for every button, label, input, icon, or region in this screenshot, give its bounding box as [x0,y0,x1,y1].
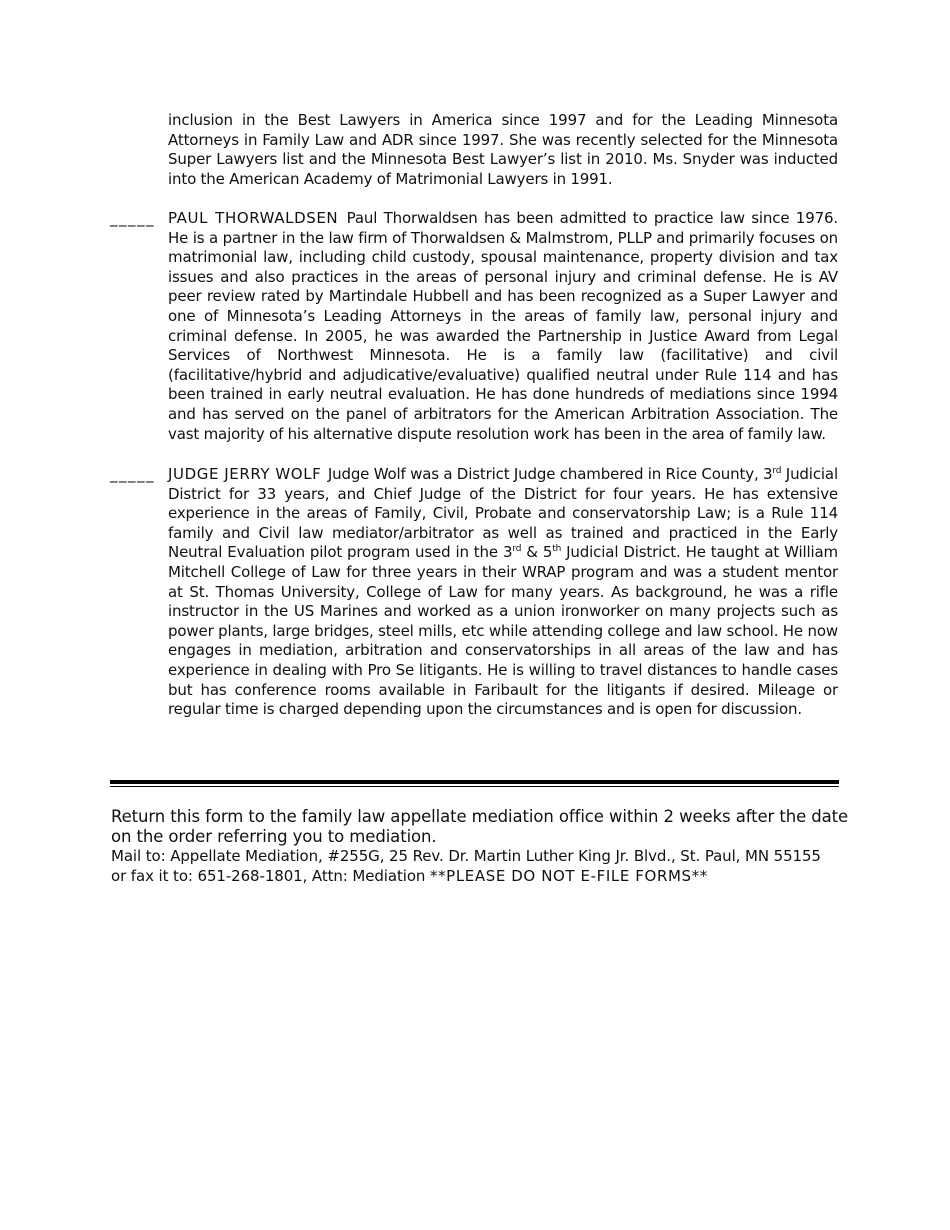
wolf-bio-part-4: Judicial District. He taught at William Mitchell College of Law for three years in their WRAP program and was a student mentor at St. Thomas University, College of Law for many years. As background, he was a rifle instructor in the US Marines and worked as a union ironworker on many projects such as power plants, large bridges, steel mills, etc while attending college and law school. He now engages in mediation, arbitration and conservatorships in all areas of the law and has experience in dealing with Pro Se litigants. He is willing to travel distances to handle cases but has conference rooms available in Faribault for the litigants if desired. Mileage or regular time is charged depending upon the circumstances and is open for discussion. [168,543,839,719]
wolf-name: JUDGE JERRY WOLF [168,465,322,483]
footer-divider-thin [110,786,839,787]
fax-text: or fax it to: 651-268-1801, Attn: Mediation [111,866,430,885]
footer-divider-thick [110,780,839,784]
wolf-bio-sup-3: th [552,544,562,555]
thorwaldsen-bio: Paul Thorwaldsen has been admitted to practice law since 1976. He is a partner in the law firm of Thorwaldsen & Malmstrom, PLLP and primarily focuses on matrimonial law, including child custody, spousal maintenance, property division and tax issues and also practices in the areas of personal injury and criminal defense. He is AV peer review rated by Martindale Hubbell and has been recognized as a Super Lawyer and one of Minnesota’s Leading Attorneys in the areas of family law, personal injury and criminal defense. In 2005, he was awarded the Partnership in Justice Award from Legal Services of Northwest Minnesota. He is a family law (facilitative) and civil (facilitative/hybrid and adjudicative/evaluative) qualified neutral under Rule 114 and has been trained in early neutral evaluation. He has done hundreds of mediations since 1994 and has served on the panel of arbitrators for the American Arbitration Association. The vast majority of his alternative dispute resolution work has been in the area of family law. [168,209,838,443]
wolf-selection-blank[interactable]: _____ [110,465,155,483]
snyder-bio-continuation [168,111,838,189]
mailing-info [111,847,851,886]
fax-line [111,867,851,887]
wolf-bio-part-1: Judge Wolf was a District Judge chambered in Rice County, 3 [327,465,773,483]
return-instruction: Return this form to the family law appellate mediation office within 2 weeks after the date on the order referring you to mediation. [111,807,849,846]
wolf-entry [168,465,838,720]
wolf-bio-part-2: Judicial District for 33 years, and Chief Judge of the District for four years. He has extensive experience in the areas of Family, Civil, Probate and conservatorship Law; is a Rule 114 family and Civil law mediator/arbitrator as well as trained and practiced in the Early Neutral Evaluation pilot program used in the 3 [168,465,838,562]
wolf-bio-sup-1: rd [772,466,782,476]
mail-address-line: Mail to: Appellate Mediation, #255G, 25 Rev. Dr. Martin Luther King Jr. Blvd., St. Paul, MN 55155 [111,847,821,865]
no-efile-warning: **PLEASE DO NOT E-FILE FORMS** [429,866,708,885]
thorwaldsen-entry [168,209,838,444]
continuation-text: inclusion in the Best Lawyers in America since 1997 and for the Leading Minnesota Attorneys in Family Law and ADR since 1997. She was recently selected for the Minnesota Super Lawyers list and the Minnesota Best Lawyer’s list in 2010. Ms. Snyder was inducted into the American Academy of Matrimonial Lawyers in 1991. [168,111,838,188]
wolf-bio-part-3: & 5 [521,543,553,562]
thorwaldsen-name: PAUL THORWALDSEN [168,209,339,227]
wolf-bio-sup-2: rd [512,544,522,555]
thorwaldsen-selection-blank[interactable]: _____ [110,209,155,227]
